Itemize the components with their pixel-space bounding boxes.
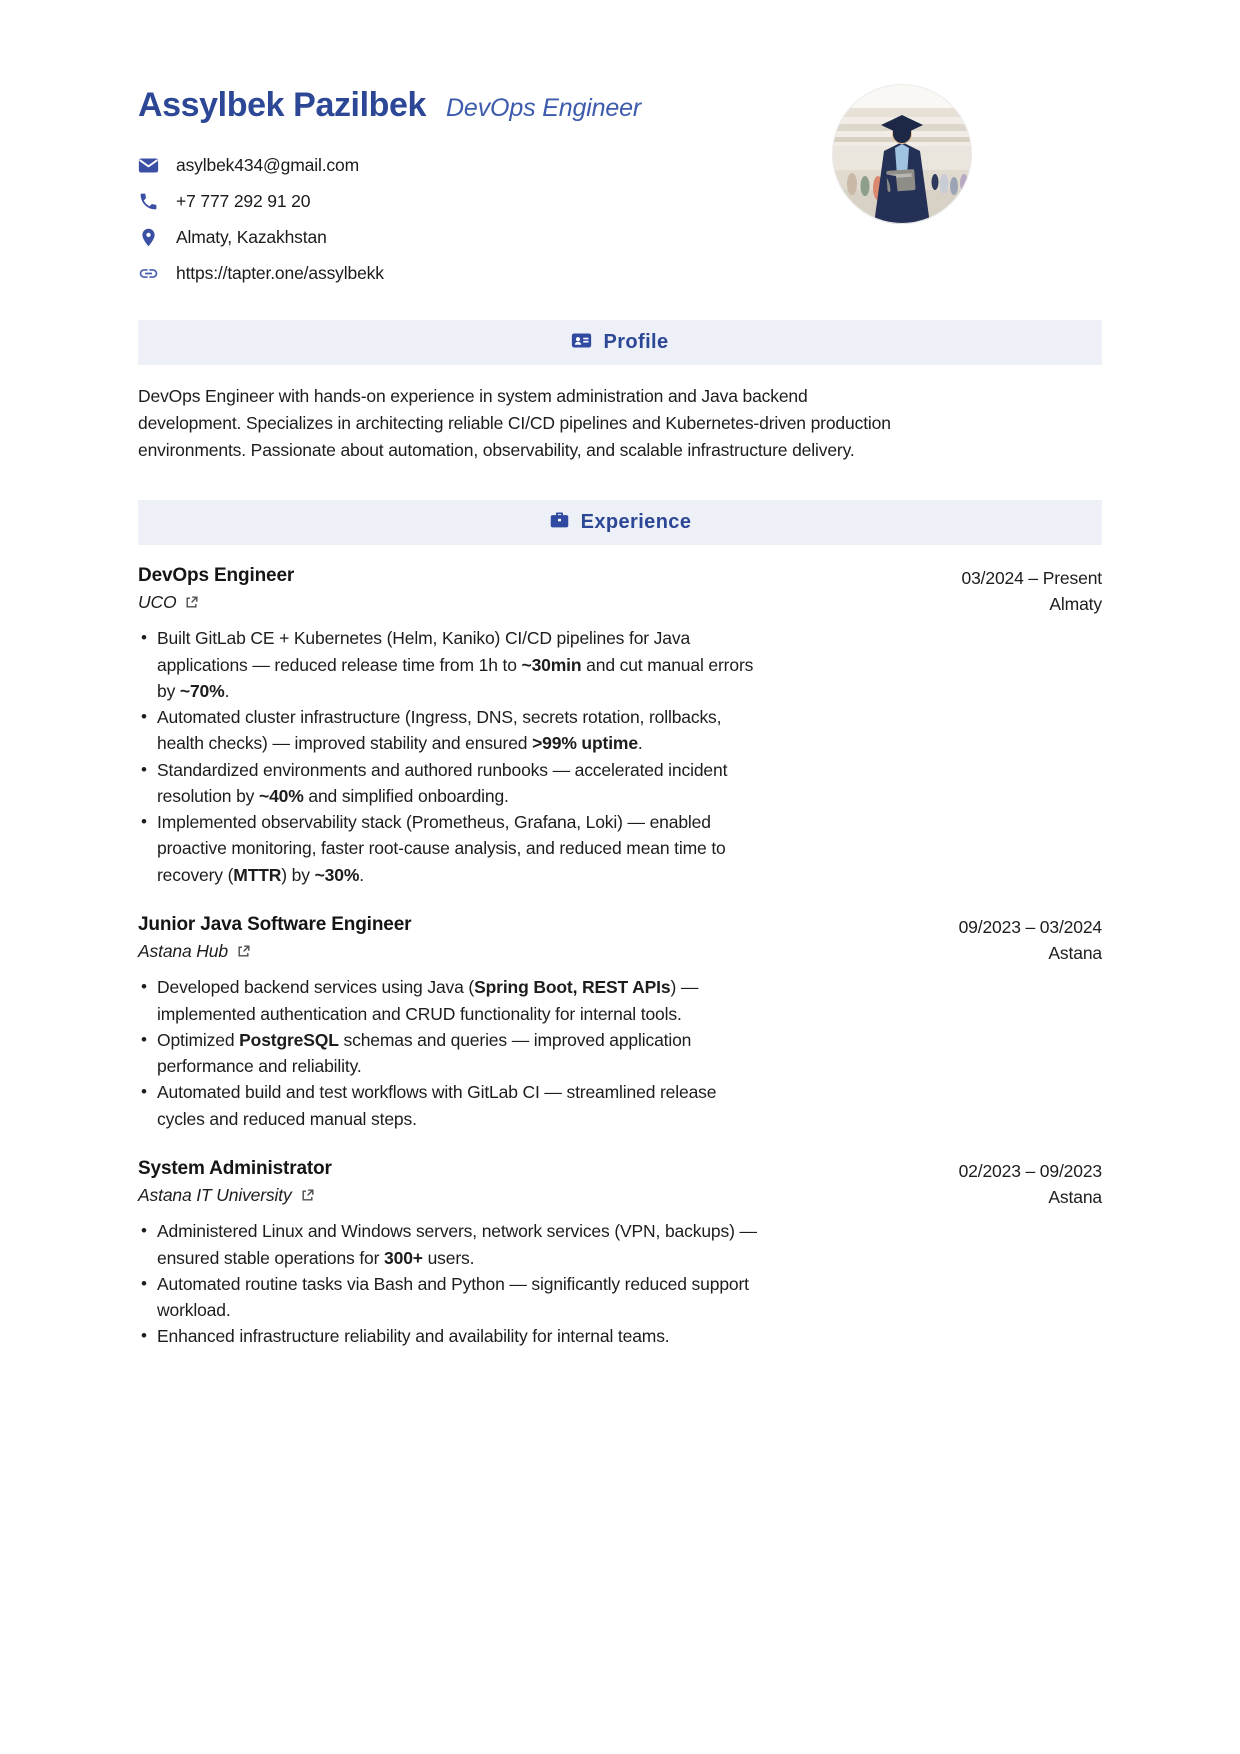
link-icon bbox=[138, 263, 159, 284]
bullet-text: Enhanced infrastructure reliability and availability for internal teams. bbox=[157, 1326, 670, 1347]
job-company[interactable] bbox=[138, 1185, 332, 1206]
contact-website-text[interactable]: https://tapter.one/assylbekk bbox=[176, 263, 384, 283]
profile-summary: DevOps Engineer with hands-on experience in system administration and Java backend development. Specializes in architecting reliable CI/CD pipelines and Kubernetes-driven production environments. Passionate about automation, observability, and scalable infrastructure delivery. bbox=[138, 386, 891, 460]
job-entry bbox=[138, 565, 1102, 888]
job-header bbox=[138, 914, 1102, 967]
job-location: Astana bbox=[1048, 1187, 1102, 1208]
section-title-profile: Profile bbox=[603, 331, 669, 353]
job-header-left bbox=[138, 914, 411, 962]
job-bullet bbox=[138, 1218, 766, 1271]
bullet-text: Implemented observability stack (Prometheus, Grafana, Loki) — enabled proactive monitoring, faster root-cause analysis, and reduced mean time to recovery (MTTR) by ~30%. bbox=[157, 812, 726, 885]
contact-list bbox=[138, 155, 698, 284]
job-company[interactable] bbox=[138, 592, 294, 613]
job-bullets bbox=[138, 1218, 766, 1349]
job-header-left bbox=[138, 565, 294, 613]
job-company[interactable] bbox=[138, 941, 411, 962]
job-header-left bbox=[138, 1158, 332, 1206]
contact-location bbox=[138, 227, 698, 248]
external-link-icon[interactable] bbox=[301, 1189, 314, 1202]
job-bullets bbox=[138, 974, 766, 1132]
external-link-icon[interactable] bbox=[237, 945, 250, 958]
contact-phone-text: +7 777 292 91 20 bbox=[176, 191, 311, 211]
id-card-icon bbox=[571, 330, 592, 356]
bullet-text: Administered Linux and Windows servers, network services (VPN, backups) — ensured stable operations for 300+ users. bbox=[157, 1221, 757, 1268]
job-bullets bbox=[138, 625, 766, 888]
job-header-right bbox=[962, 565, 1102, 618]
job-role: DevOps Engineer bbox=[138, 564, 295, 586]
job-bullet bbox=[138, 704, 766, 757]
bullet-text: Automated cluster infrastructure (Ingress, DNS, secrets rotation, rollbacks, health checks) — improved stability and ensured >99% uptime. bbox=[157, 707, 722, 754]
job-header-right bbox=[959, 914, 1102, 967]
job-company-name: Astana IT University bbox=[138, 1184, 292, 1205]
job-header bbox=[138, 1158, 1102, 1211]
job-location: Almaty bbox=[1049, 594, 1102, 615]
job-role: System Administrator bbox=[138, 1157, 332, 1179]
person-job-title: DevOps Engineer bbox=[446, 94, 642, 122]
contact-email-text[interactable]: asylbek434@gmail.com bbox=[176, 155, 360, 175]
job-bullet bbox=[138, 809, 766, 888]
job-bullet bbox=[138, 974, 766, 1027]
job-dates: 09/2023 – 03/2024 bbox=[958, 916, 1102, 937]
bullet-text: Built GitLab CE + Kubernetes (Helm, Kaniko) CI/CD pipelines for Java applications — reduced release time from 1h to ~30min and cut manual errors by ~70%. bbox=[157, 628, 754, 701]
experience-jobs bbox=[138, 565, 1102, 1350]
job-bullet bbox=[138, 757, 766, 810]
section-header-experience bbox=[138, 500, 1102, 545]
job-company-name: UCO bbox=[138, 591, 177, 612]
section-title-experience: Experience bbox=[580, 510, 692, 533]
bullet-text: Developed backend services using Java (Spring Boot, REST APIs) — implemented authentication and CRUD functionality for internal tools. bbox=[157, 977, 699, 1024]
phone-icon bbox=[138, 191, 159, 212]
job-bullet bbox=[138, 1027, 766, 1080]
job-company-name: Astana Hub bbox=[138, 940, 228, 961]
job-header bbox=[138, 565, 1102, 618]
job-bullet bbox=[138, 1323, 766, 1349]
job-entry bbox=[138, 1158, 1102, 1350]
bullet-text: Optimized PostgreSQL schemas and queries — improved application performance and reliability. bbox=[157, 1029, 692, 1077]
profile-photo bbox=[832, 84, 972, 224]
contact-website bbox=[138, 263, 698, 284]
job-dates: 02/2023 – 09/2023 bbox=[958, 1160, 1102, 1181]
job-bullet bbox=[138, 1079, 766, 1132]
contact-email bbox=[138, 155, 698, 176]
bullet-text: Automated routine tasks via Bash and Python — significantly reduced support workload. bbox=[157, 1273, 749, 1321]
job-bullet bbox=[138, 1271, 766, 1324]
section-header-profile bbox=[138, 320, 1102, 365]
email-icon bbox=[138, 155, 159, 176]
bullet-text: Automated build and test workflows with GitLab CI — streamlined release cycles and reduced manual steps. bbox=[157, 1082, 717, 1129]
external-link-icon[interactable] bbox=[185, 596, 198, 609]
job-dates: 03/2024 – Present bbox=[961, 567, 1102, 588]
contact-location-text: Almaty, Kazakhstan bbox=[176, 227, 327, 247]
job-location: Astana bbox=[1048, 943, 1102, 964]
person-name: Assylbek Pazilbek bbox=[138, 86, 427, 124]
job-header-right bbox=[959, 1158, 1102, 1211]
job-bullet bbox=[138, 625, 766, 704]
job-role: Junior Java Software Engineer bbox=[138, 913, 412, 935]
job-entry bbox=[138, 914, 1102, 1132]
briefcase-icon bbox=[549, 509, 570, 535]
bullet-text: Standardized environments and authored runbooks — accelerated incident resolution by ~40% and simplified onboarding. bbox=[157, 759, 728, 806]
contact-phone bbox=[138, 191, 698, 212]
location-icon bbox=[138, 227, 159, 248]
